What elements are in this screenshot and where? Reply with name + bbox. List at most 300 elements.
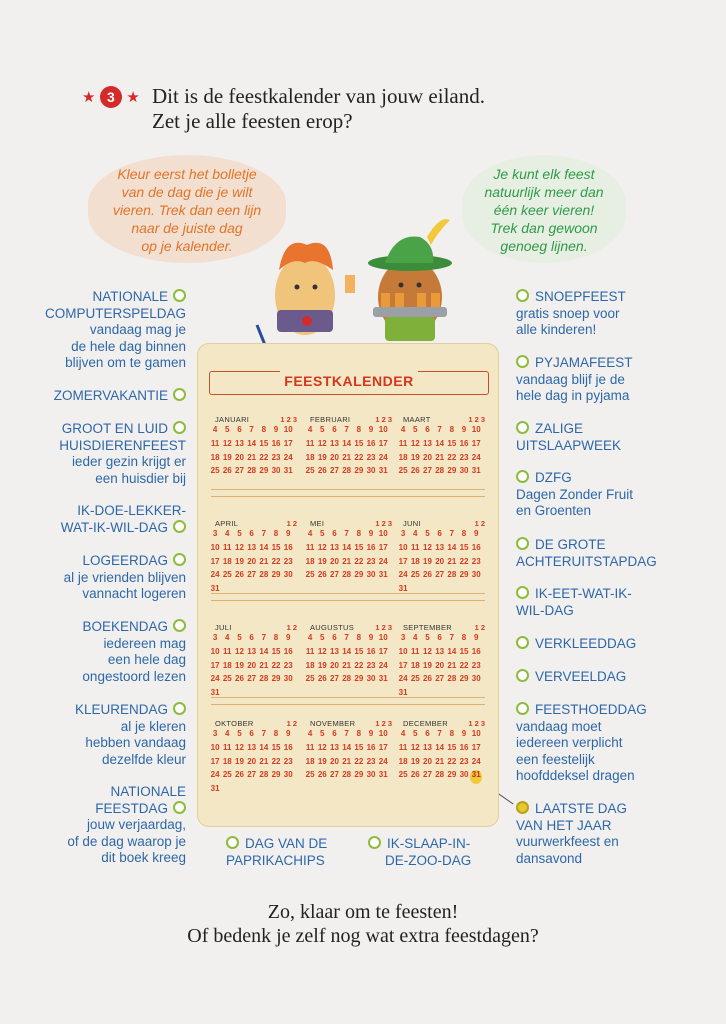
calendar-day[interactable]: 15 [271, 742, 281, 752]
calendar-day[interactable]: 4 [413, 633, 418, 642]
calendar-day[interactable]: 9 [368, 425, 374, 434]
calendar-day[interactable]: 25 [410, 674, 420, 684]
calendar-day[interactable]: 25 [222, 674, 232, 684]
calendar-day[interactable]: 12 [410, 438, 420, 448]
calendar-day[interactable]: 5 [425, 529, 430, 538]
calendar-day[interactable]: 23 [366, 756, 376, 766]
calendar-day[interactable]: 7 [261, 633, 267, 642]
calendar-day[interactable]: 15 [447, 742, 457, 752]
calendar-day[interactable]: 14 [435, 438, 445, 448]
calendar-day[interactable]: 17 [378, 542, 388, 552]
calendar-day[interactable]: 31 [471, 466, 481, 476]
calendar-day[interactable]: 11 [305, 438, 315, 448]
calendar-day[interactable]: 24 [210, 570, 220, 580]
calendar-day[interactable]: 16 [366, 542, 376, 552]
calendar-day[interactable]: 14 [259, 742, 269, 752]
calendar-day[interactable]: 30 [459, 770, 469, 780]
calendar-day[interactable]: 26 [222, 466, 232, 476]
calendar-day[interactable]: 27 [330, 466, 339, 476]
circle-icon[interactable] [516, 421, 529, 434]
calendar-day[interactable]: 7 [344, 633, 349, 642]
circle-icon[interactable] [516, 470, 529, 483]
circle-icon[interactable] [173, 702, 186, 715]
calendar-day[interactable]: 3 [212, 729, 218, 738]
calendar-day[interactable]: 21 [447, 556, 457, 566]
calendar-day[interactable]: 30 [366, 770, 376, 780]
calendar-day[interactable]: 28 [247, 466, 257, 476]
calendar-day[interactable]: 16 [366, 742, 376, 752]
calendar-day[interactable]: 22 [354, 660, 364, 670]
calendar-day[interactable]: 6 [425, 729, 430, 738]
calendar-day[interactable]: 31 [470, 770, 482, 784]
circle-icon[interactable] [516, 537, 529, 550]
party-item[interactable]: LOGEERDAG al je vrienden blijven vannacht logeren [63, 553, 186, 601]
calendar-day[interactable]: 11 [223, 742, 232, 752]
calendar-day[interactable]: 21 [259, 660, 269, 670]
calendar-day[interactable]: 24 [398, 674, 408, 684]
calendar-day[interactable]: 12 [317, 646, 327, 656]
calendar-day[interactable]: 31 [398, 584, 408, 594]
calendar-day[interactable]: 20 [330, 660, 339, 670]
party-item[interactable]: IK-DOE-LEKKER- WAT-IK-WIL-DAG [60, 503, 186, 535]
calendar-day[interactable]: 30 [283, 570, 293, 580]
circle-icon[interactable] [516, 669, 529, 682]
calendar-day[interactable]: 9 [285, 529, 291, 538]
calendar-day[interactable]: 27 [330, 674, 339, 684]
calendar-day[interactable]: 19 [410, 756, 420, 766]
calendar-day[interactable]: 8 [356, 529, 362, 538]
calendar-day[interactable]: 7 [344, 729, 349, 738]
calendar-day[interactable]: 9 [285, 729, 291, 738]
calendar-day[interactable]: 19 [423, 556, 432, 566]
calendar-day[interactable]: 30 [366, 674, 376, 684]
calendar-day[interactable]: 5 [237, 633, 242, 642]
calendar-day[interactable]: 16 [459, 742, 469, 752]
calendar-day[interactable]: 17 [210, 660, 220, 670]
calendar-day[interactable]: 27 [423, 466, 432, 476]
calendar-day[interactable]: 13 [423, 438, 432, 448]
calendar-day[interactable]: 25 [398, 770, 408, 780]
party-item[interactable]: KLEURENDAG al je kleren hebben vandaag dezelfde kleur [74, 702, 186, 767]
circle-icon[interactable] [516, 702, 529, 715]
calendar-day[interactable]: 24 [283, 452, 293, 462]
calendar-day[interactable]: 20 [247, 756, 257, 766]
calendar-day[interactable]: 22 [459, 556, 469, 566]
calendar-day[interactable]: 6 [425, 425, 430, 434]
calendar-day[interactable]: 26 [317, 770, 327, 780]
calendar-day[interactable]: 30 [471, 570, 481, 580]
calendar-day[interactable]: 22 [459, 660, 469, 670]
calendar-day[interactable]: 24 [378, 660, 388, 670]
filled-circle-icon[interactable] [516, 801, 529, 814]
calendar-day[interactable]: 14 [342, 438, 352, 448]
calendar-day[interactable]: 23 [271, 452, 281, 462]
calendar-day[interactable]: 25 [305, 466, 315, 476]
circle-icon[interactable] [173, 289, 186, 302]
calendar-day[interactable]: 21 [342, 452, 352, 462]
calendar-day[interactable]: 22 [259, 452, 269, 462]
calendar-day[interactable]: 14 [342, 742, 352, 752]
calendar-day[interactable]: 5 [413, 729, 418, 738]
calendar-day[interactable]: 23 [459, 756, 469, 766]
calendar-day[interactable]: 25 [305, 674, 315, 684]
calendar-day[interactable]: 10 [378, 425, 388, 434]
calendar-day[interactable]: 17 [283, 438, 293, 448]
calendar-day[interactable]: 19 [410, 452, 420, 462]
calendar-day[interactable]: 10 [398, 542, 408, 552]
party-item[interactable]: ZALIGE UITSLAAPWEEK [516, 421, 622, 453]
calendar-day[interactable]: 28 [342, 466, 352, 476]
calendar-day[interactable]: 5 [320, 729, 325, 738]
calendar-day[interactable]: 25 [305, 570, 315, 580]
circle-icon[interactable] [173, 801, 186, 814]
calendar-day[interactable]: 23 [283, 756, 293, 766]
calendar-day[interactable]: 24 [210, 674, 220, 684]
calendar-day[interactable]: 15 [354, 742, 364, 752]
calendar-day[interactable]: 14 [435, 742, 445, 752]
calendar-day[interactable]: 11 [398, 742, 408, 752]
calendar-day[interactable]: 26 [410, 770, 420, 780]
calendar-day[interactable]: 29 [354, 770, 364, 780]
calendar-day[interactable]: 11 [411, 646, 420, 656]
calendar-day[interactable]: 7 [261, 529, 267, 538]
calendar-day[interactable]: 8 [356, 633, 362, 642]
calendar-day[interactable]: 18 [305, 660, 315, 670]
calendar-day[interactable]: 20 [423, 452, 432, 462]
calendar-day[interactable]: 19 [317, 756, 327, 766]
calendar-day[interactable]: 20 [247, 556, 257, 566]
calendar-day[interactable]: 17 [398, 660, 408, 670]
calendar-day[interactable]: 12 [410, 742, 420, 752]
circle-icon[interactable] [173, 553, 186, 566]
calendar-day[interactable]: 27 [247, 570, 257, 580]
calendar-day[interactable]: 6 [332, 425, 337, 434]
calendar-day[interactable]: 14 [447, 542, 457, 552]
calendar-day[interactable]: 29 [447, 466, 457, 476]
calendar-day[interactable]: 16 [366, 438, 376, 448]
calendar-day[interactable]: 27 [330, 770, 339, 780]
calendar-day[interactable]: 21 [435, 452, 445, 462]
calendar-day[interactable]: 7 [344, 425, 349, 434]
calendar-day[interactable]: 5 [225, 425, 230, 434]
calendar-day[interactable]: 12 [317, 542, 327, 552]
calendar-day[interactable]: 26 [235, 674, 244, 684]
calendar-day[interactable]: 19 [423, 660, 432, 670]
calendar-day[interactable]: 6 [332, 729, 337, 738]
calendar-day[interactable]: 11 [398, 438, 408, 448]
calendar-day[interactable]: 12 [235, 742, 244, 752]
calendar-day[interactable]: 13 [330, 646, 339, 656]
calendar-day[interactable]: 26 [423, 674, 432, 684]
calendar-day[interactable]: 30 [366, 466, 376, 476]
calendar-day[interactable]: 14 [342, 542, 352, 552]
calendar-day[interactable]: 11 [210, 438, 220, 448]
calendar-day[interactable]: 20 [435, 556, 445, 566]
calendar-day[interactable]: 16 [471, 542, 481, 552]
calendar-day[interactable]: 21 [259, 556, 269, 566]
calendar-day[interactable]: 23 [471, 556, 481, 566]
calendar-day[interactable]: 22 [271, 756, 281, 766]
calendar-day[interactable]: 8 [273, 633, 279, 642]
calendar-day[interactable]: 7 [437, 425, 442, 434]
calendar-day[interactable]: 17 [471, 438, 481, 448]
calendar-day[interactable]: 14 [247, 438, 257, 448]
calendar-day[interactable]: 15 [459, 542, 469, 552]
calendar-day[interactable]: 21 [342, 756, 352, 766]
calendar-day[interactable]: 24 [471, 756, 481, 766]
calendar-day[interactable]: 4 [307, 729, 313, 738]
calendar-day[interactable]: 9 [473, 633, 479, 642]
party-item[interactable]: ZOMERVAKANTIE [54, 388, 186, 405]
calendar-day[interactable]: 28 [447, 674, 457, 684]
calendar-day[interactable]: 29 [459, 674, 469, 684]
calendar-day[interactable]: 20 [330, 756, 339, 766]
calendar-day[interactable]: 23 [366, 452, 376, 462]
calendar-day[interactable]: 28 [342, 570, 352, 580]
calendar-day[interactable]: 23 [283, 556, 293, 566]
calendar-day[interactable]: 31 [378, 570, 388, 580]
calendar-day[interactable]: 5 [425, 633, 430, 642]
calendar-day[interactable]: 24 [378, 756, 388, 766]
calendar-day[interactable]: 27 [435, 674, 445, 684]
calendar-day[interactable]: 27 [235, 466, 244, 476]
calendar-day[interactable]: 12 [317, 438, 327, 448]
calendar-day[interactable]: 16 [471, 646, 481, 656]
calendar-day[interactable]: 12 [423, 646, 432, 656]
calendar-day[interactable]: 10 [378, 729, 388, 738]
calendar-day[interactable]: 20 [330, 452, 339, 462]
calendar-day[interactable]: 21 [342, 660, 352, 670]
calendar-day[interactable]: 26 [317, 570, 327, 580]
calendar-day[interactable]: 26 [423, 570, 432, 580]
calendar-day[interactable]: 9 [461, 425, 467, 434]
calendar-day[interactable]: 14 [342, 646, 352, 656]
calendar-day[interactable]: 23 [366, 660, 376, 670]
calendar-day[interactable]: 20 [247, 660, 257, 670]
calendar-day[interactable]: 7 [344, 529, 349, 538]
calendar-day[interactable]: 8 [449, 729, 455, 738]
calendar-day[interactable]: 29 [271, 570, 281, 580]
calendar-day[interactable]: 18 [305, 556, 315, 566]
calendar-day[interactable]: 4 [400, 729, 406, 738]
calendar-day[interactable]: 27 [435, 570, 445, 580]
calendar-day[interactable]: 13 [435, 542, 445, 552]
calendar-day[interactable]: 15 [354, 646, 364, 656]
calendar-day[interactable]: 19 [317, 452, 327, 462]
calendar-day[interactable]: 22 [447, 756, 457, 766]
party-item[interactable]: SNOEPFEEST gratis snoep voor alle kinderen! [516, 289, 626, 337]
calendar-day[interactable]: 24 [378, 556, 388, 566]
calendar-day[interactable]: 15 [354, 542, 364, 552]
calendar-day[interactable]: 12 [423, 542, 432, 552]
calendar-day[interactable]: 25 [222, 770, 232, 780]
calendar-day[interactable]: 15 [459, 646, 469, 656]
calendar-day[interactable]: 13 [247, 742, 257, 752]
calendar-day[interactable]: 28 [259, 770, 269, 780]
calendar-day[interactable]: 4 [413, 529, 418, 538]
calendar-day[interactable]: 4 [307, 529, 313, 538]
calendar-day[interactable]: 21 [342, 556, 352, 566]
calendar-day[interactable]: 6 [437, 633, 442, 642]
calendar-day[interactable]: 9 [368, 729, 374, 738]
calendar-day[interactable]: 27 [330, 570, 339, 580]
calendar-day[interactable]: 17 [398, 556, 408, 566]
calendar-day[interactable]: 6 [249, 529, 254, 538]
calendar-day[interactable]: 18 [210, 452, 220, 462]
calendar-day[interactable]: 10 [471, 425, 481, 434]
calendar-day[interactable]: 17 [378, 646, 388, 656]
calendar-day[interactable]: 31 [378, 466, 388, 476]
calendar-day[interactable]: 6 [249, 729, 254, 738]
calendar-day[interactable]: 19 [317, 556, 327, 566]
calendar-day[interactable]: 26 [410, 466, 420, 476]
calendar-day[interactable]: 24 [378, 452, 388, 462]
calendar-day[interactable]: 15 [354, 438, 364, 448]
calendar-day[interactable]: 29 [447, 770, 457, 780]
calendar-day[interactable]: 29 [459, 570, 469, 580]
calendar-day[interactable]: 3 [212, 529, 218, 538]
calendar-day[interactable]: 4 [225, 729, 230, 738]
calendar-day[interactable]: 15 [447, 438, 457, 448]
calendar-day[interactable]: 10 [210, 646, 220, 656]
calendar-day[interactable]: 4 [225, 633, 230, 642]
calendar-day[interactable]: 24 [210, 770, 220, 780]
party-item[interactable]: DZFG Dagen Zonder Fruit en Groenten [516, 470, 634, 518]
calendar-day[interactable]: 22 [354, 556, 364, 566]
calendar-day[interactable]: 8 [356, 425, 362, 434]
calendar-day[interactable]: 26 [235, 770, 244, 780]
calendar-day[interactable]: 13 [330, 742, 339, 752]
calendar-day[interactable]: 8 [273, 529, 279, 538]
calendar-day[interactable]: 16 [283, 542, 293, 552]
calendar-day[interactable]: 24 [471, 452, 481, 462]
calendar-day[interactable]: 31 [378, 674, 388, 684]
calendar-day[interactable]: 30 [283, 770, 293, 780]
calendar-day[interactable]: 8 [261, 425, 267, 434]
circle-icon[interactable] [226, 836, 239, 849]
calendar-day[interactable]: 9 [368, 529, 374, 538]
calendar-day[interactable]: 19 [222, 452, 232, 462]
calendar-day[interactable]: 7 [449, 633, 455, 642]
calendar-day[interactable]: 4 [307, 425, 313, 434]
calendar-day[interactable]: 7 [437, 729, 442, 738]
calendar-day[interactable]: 18 [305, 756, 315, 766]
calendar-day[interactable]: 10 [471, 729, 481, 738]
calendar-day[interactable]: 30 [271, 466, 281, 476]
party-item[interactable]: DAG VAN DE PAPRIKACHIPS [226, 836, 328, 868]
calendar-day[interactable]: 11 [411, 542, 420, 552]
calendar-day[interactable]: 18 [410, 556, 420, 566]
calendar-day[interactable]: 8 [356, 729, 362, 738]
circle-icon[interactable] [173, 520, 186, 533]
calendar-day[interactable]: 11 [305, 542, 315, 552]
calendar-day[interactable]: 3 [400, 529, 406, 538]
calendar-day[interactable]: 28 [435, 466, 445, 476]
calendar-day[interactable]: 8 [461, 529, 467, 538]
calendar-day[interactable]: 31 [378, 770, 388, 780]
calendar-day[interactable]: 29 [271, 770, 281, 780]
party-item[interactable]: VERVEELDAG [516, 669, 626, 686]
calendar-day[interactable]: 31 [398, 688, 408, 698]
circle-icon[interactable] [516, 636, 529, 649]
calendar-day[interactable]: 5 [320, 425, 325, 434]
party-item[interactable]: GROOT EN LUID HUISDIERENFEEST ieder gezin krijgt er een huisdier bij [59, 421, 186, 486]
calendar-day[interactable]: 17 [378, 742, 388, 752]
calendar-day[interactable]: 18 [222, 756, 232, 766]
calendar-day[interactable]: 28 [435, 770, 445, 780]
party-item[interactable]: IK-SLAAP-IN- DE-ZOO-DAG [368, 836, 471, 869]
calendar-day[interactable]: 23 [366, 556, 376, 566]
circle-icon[interactable] [173, 388, 186, 401]
calendar-day[interactable]: 26 [317, 674, 327, 684]
party-item[interactable]: FEESTHOEDDAG vandaag moet iedereen verplicht een feestelijk hoofddeksel dragen [516, 702, 647, 783]
calendar-day[interactable]: 4 [212, 425, 218, 434]
calendar-day[interactable]: 16 [283, 742, 293, 752]
calendar-day[interactable]: 29 [354, 466, 364, 476]
calendar-day[interactable]: 14 [259, 646, 269, 656]
party-item[interactable]: NATIONALE FEESTDAG jouw verjaardag, of de dag waarop je dit boek kreeg [67, 784, 186, 865]
calendar-day[interactable]: 9 [461, 729, 467, 738]
calendar-day[interactable]: 23 [283, 660, 293, 670]
calendar-day[interactable]: 25 [210, 466, 220, 476]
circle-icon[interactable] [516, 289, 529, 302]
calendar-day[interactable]: 10 [398, 646, 408, 656]
calendar-day[interactable]: 31 [283, 466, 293, 476]
calendar-day[interactable]: 20 [423, 756, 432, 766]
calendar-day[interactable]: 16 [271, 438, 281, 448]
calendar-day[interactable]: 4 [307, 633, 313, 642]
calendar-day[interactable]: 12 [235, 646, 244, 656]
calendar-day[interactable]: 20 [435, 660, 445, 670]
calendar-day[interactable]: 19 [235, 660, 244, 670]
calendar-day[interactable]: 26 [235, 570, 244, 580]
calendar-day[interactable]: 28 [259, 570, 269, 580]
calendar-day[interactable]: 19 [235, 556, 244, 566]
calendar-day[interactable]: 5 [320, 633, 325, 642]
calendar-day[interactable]: 25 [398, 466, 408, 476]
calendar-day[interactable]: 3 [400, 633, 406, 642]
calendar-day[interactable]: 25 [305, 770, 315, 780]
calendar-day[interactable]: 6 [237, 425, 242, 434]
calendar-day[interactable]: 7 [449, 529, 455, 538]
calendar-day[interactable]: 22 [271, 660, 281, 670]
calendar-day[interactable]: 11 [223, 646, 232, 656]
calendar-day[interactable]: 28 [342, 674, 352, 684]
calendar-day[interactable]: 28 [342, 770, 352, 780]
party-item[interactable]: IK-EET-WAT-IK- WIL-DAG [516, 586, 632, 618]
circle-icon[interactable] [516, 586, 529, 599]
calendar-day[interactable]: 21 [247, 452, 257, 462]
calendar-day[interactable]: 20 [330, 556, 339, 566]
calendar-day[interactable]: 22 [354, 452, 364, 462]
circle-icon[interactable] [173, 421, 186, 434]
calendar-day[interactable]: 21 [447, 660, 457, 670]
calendar-day[interactable]: 18 [398, 452, 408, 462]
calendar-day[interactable]: 28 [259, 674, 269, 684]
calendar-day[interactable]: 17 [210, 756, 220, 766]
calendar-day[interactable]: 12 [222, 438, 232, 448]
calendar-day[interactable]: 16 [459, 438, 469, 448]
calendar-day[interactable]: 28 [447, 570, 457, 580]
party-item[interactable]: LAATSTE DAG VAN HET JAAR vuurwerkfeest en dansavond [516, 801, 628, 866]
calendar-day[interactable]: 16 [366, 646, 376, 656]
calendar-day[interactable]: 5 [237, 729, 242, 738]
calendar-day[interactable]: 22 [447, 452, 457, 462]
calendar-day[interactable]: 24 [398, 570, 408, 580]
calendar-day[interactable]: 4 [225, 529, 230, 538]
calendar-day[interactable]: 13 [247, 542, 257, 552]
calendar-day[interactable]: 18 [222, 660, 232, 670]
